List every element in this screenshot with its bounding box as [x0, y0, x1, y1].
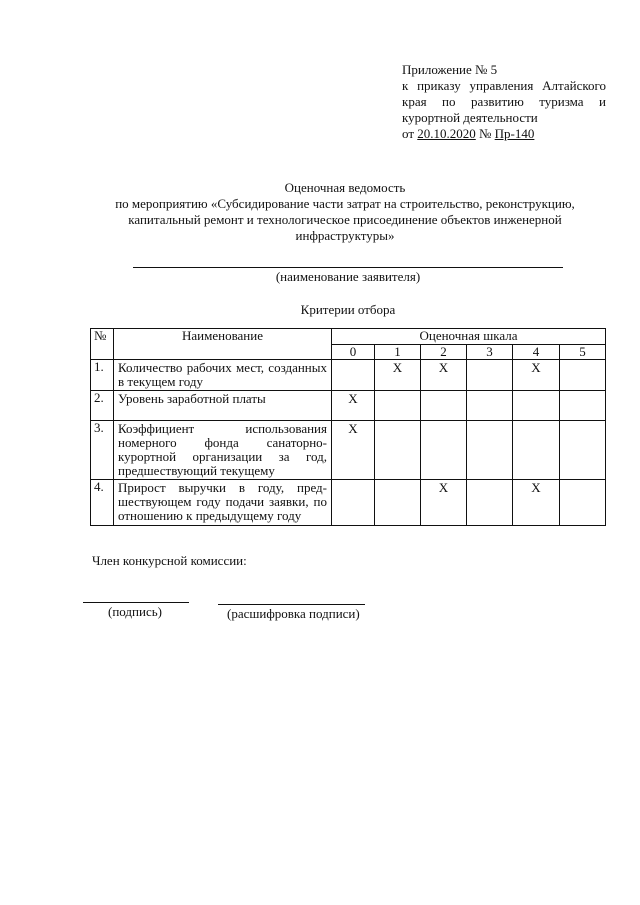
decoding-blank-line	[218, 604, 365, 605]
mark-cell	[513, 391, 560, 421]
mark-cell	[332, 360, 375, 391]
title-line-4: инфраструктуры»	[295, 228, 395, 243]
mark-cell	[375, 421, 421, 480]
score-2: 2	[421, 345, 467, 360]
mark-cell	[332, 480, 375, 526]
criteria-heading: Критерии отбора	[300, 302, 396, 317]
mark-cell	[375, 480, 421, 526]
mark-cell	[560, 421, 606, 480]
table-row	[91, 421, 606, 480]
signature-blank-line	[83, 602, 189, 603]
appendix-date-line	[402, 126, 606, 142]
header-number: №	[91, 329, 114, 360]
mark-cell: X	[513, 360, 560, 391]
score-0: 0	[332, 345, 375, 360]
title-line-3: капитальный ремонт и технологическое присоединение объектов инженерной	[128, 212, 562, 227]
mark-cell	[421, 421, 467, 480]
criterion-name: Уровень заработной платы	[114, 391, 332, 421]
mark-cell	[375, 391, 421, 421]
appendix-department-line: края по развитию туризма и	[402, 94, 606, 109]
criterion-name: Прирост выручки в году, пред-шествующем году подачи заявки, по отношению к предыдущему году	[114, 480, 332, 526]
criterion-name: Коэффициент использования номерного фонда санаторно-курортной организации за год, предшествующий текущему	[114, 421, 332, 480]
mark-cell	[467, 421, 513, 480]
score-3: 3	[467, 345, 513, 360]
mark-cell: X	[421, 360, 467, 391]
appendix-title: Приложение № 5	[402, 62, 498, 77]
score-4: 4	[513, 345, 560, 360]
header-scale: Оценочная шкала	[332, 329, 606, 345]
row-number: 1.	[91, 360, 114, 391]
mark-cell	[560, 391, 606, 421]
mark-cell	[513, 421, 560, 480]
table-row	[91, 360, 606, 391]
score-5: 5	[560, 345, 606, 360]
mark-cell	[421, 391, 467, 421]
mark-cell	[560, 360, 606, 391]
score-1: 1	[375, 345, 421, 360]
commission-member-label: Член конкурсной комиссии:	[92, 553, 247, 568]
mark-cell: X	[375, 360, 421, 391]
order-number: Пр-140	[494, 126, 535, 141]
appendix-order-line: к приказу управления Алтайского	[402, 78, 606, 93]
order-date: 20.10.2020	[417, 126, 476, 141]
header-name: Наименование	[114, 329, 332, 360]
document-title	[95, 180, 595, 244]
table-row	[91, 391, 606, 421]
title-line-1: Оценочная ведомость	[284, 180, 406, 195]
mark-cell	[467, 391, 513, 421]
mark-cell: X	[421, 480, 467, 526]
mark-cell	[467, 480, 513, 526]
number-prefix: №	[475, 126, 495, 141]
mark-cell: X	[332, 391, 375, 421]
title-line-2: по мероприятию «Субсидирование части затрат на строительство, реконструкцию,	[115, 196, 575, 211]
mark-cell: X	[332, 421, 375, 480]
criterion-name: Количество рабочих мест, созданных в текущем году	[114, 360, 332, 391]
appendix-block	[402, 62, 606, 142]
row-number: 4.	[91, 480, 114, 526]
applicant-blank-line	[133, 267, 563, 268]
mark-cell	[467, 360, 513, 391]
applicant-label: (наименование заявителя)	[275, 269, 421, 284]
table-row	[91, 480, 606, 526]
decoding-label: (расшифровка подписи)	[227, 606, 360, 621]
date-prefix: от	[402, 126, 418, 141]
signature-label: (подпись)	[108, 604, 162, 619]
row-number: 2.	[91, 391, 114, 421]
row-number: 3.	[91, 421, 114, 480]
appendix-activity-line: курортной деятельности	[402, 110, 538, 125]
mark-cell: X	[513, 480, 560, 526]
mark-cell	[560, 480, 606, 526]
evaluation-table	[90, 328, 606, 526]
